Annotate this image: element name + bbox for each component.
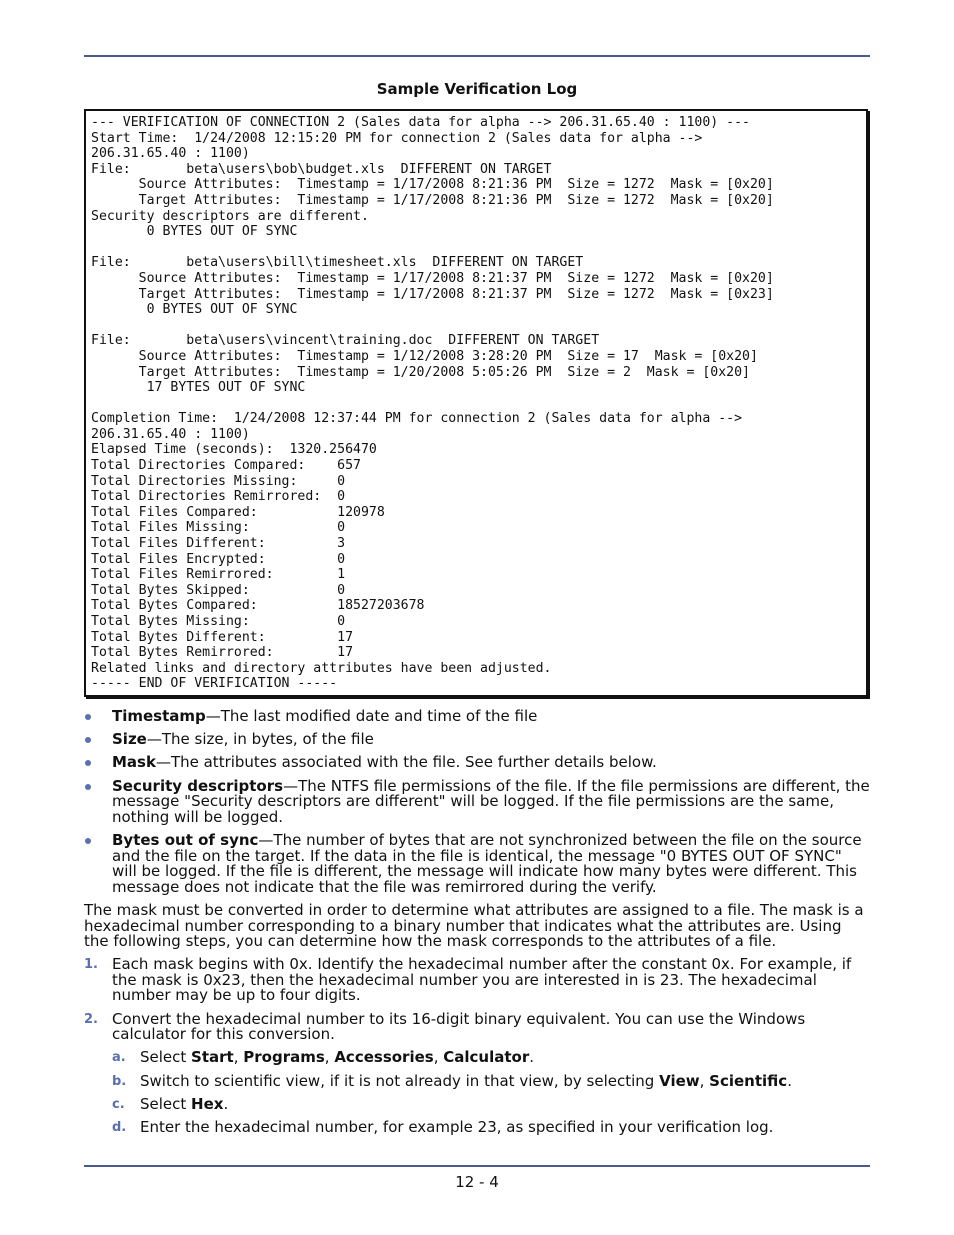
header-rule — [84, 55, 870, 57]
substep-letter: c. — [112, 1096, 125, 1112]
page-number: 12 - 4 — [455, 1173, 499, 1191]
list-item: Mask—The attributes associated with the file. See further details below. — [84, 755, 870, 771]
bullet-icon — [85, 737, 91, 743]
substep-letter: b. — [112, 1073, 127, 1089]
list-item: a. Select Start, Programs, Accessories, Calculator. — [112, 1048, 535, 1067]
verification-log-text: --- VERIFICATION OF CONNECTION 2 (Sales data for alpha --> 206.31.65.40 : 1100) --- Start Time: 1/24/2008 12:15:20 PM for connection 2 (Sales data for alpha --> 206.31.65.40 : 1100) File: beta\users\bob\budget.xls DIFFERENT ON TARGET Source Attributes: Timestamp = 1/17/2008 8:21:36 PM Size = 1272 Mask = [0x20] Target Attributes: Timestamp = 1/17/2008 8:21:36 PM Size = 1272 Mask = [0x20] Security descriptors are different. 0 BYTES OUT OF SYNC File: beta\users\bill\timesheet.xls DIFFERENT ON TARGET Source Attributes: Timestamp = 1/17/2008 8:21:37 PM Size = 1272 Mask = [0x20] Target Attributes: Timestamp = 1/17/2008 8:21:37 PM Size = 1272 Mask = [0x23] 0 BYTES OUT OF SYNC File: beta\users\vincent\training.doc DIFFERENT ON TARGET Source Attributes: Timestamp = 1/12/2008 3:28:20 PM Size = 17 Mask = [0x20] Target Attributes: Timestamp = 1/20/2008 5:05:26 PM Size = 2 Mask = [0x20] 17 BYTES OUT OF SYNC Completion Time: 1/24/2008 12:37:44 PM for connection 2 (Sales data for alpha --> 206.31.65.40 : 1100) Elapsed Time (seconds): 1320.256470 Total Directories Compared: 657 Total Directories Missing: 0 Total Directories Remirrored: 0 Total Files Compared: 120978 Total Files Missing: 0 Total Files Different: 3 Total Files Encrypted: 0 Total Files Remirrored: 1 Total Bytes Skipped: 0 Total Bytes Compared: 18527203678 Total Bytes Missing: 0 Total Bytes Different: 17 Total Bytes Remirrored: 17 Related links and directory attributes have been adjusted. ----- END OF VERIFICATION ----- — [91, 115, 774, 692]
bullet-icon — [85, 838, 91, 844]
substep-letter: a. — [112, 1050, 126, 1066]
bullet-icon — [85, 784, 91, 790]
list-item: 2. Convert the hexadecimal number to its 16-digit binary equivalent. You can use the Windows calculator for this conversion. — [84, 1009, 806, 1044]
list-item: 1. Each mask begins with 0x. Identify the hexadecimal number after the constant 0x. For example, if the mask is 0x23, then the hexadecimal number you are interested in is 23. The hexadecimal number may be up to four digits. — [84, 955, 852, 1005]
step-list — [84, 957, 870, 1043]
step-number: 2. — [84, 1011, 98, 1027]
bullet-icon — [85, 714, 91, 720]
list-item: b. Switch to scientific view, if it is not already in that view, by selecting View, Scientific. — [112, 1071, 792, 1090]
list-item: Size—The size, in bytes, of the file — [84, 732, 870, 748]
list-item: Bytes out of sync—The number of bytes that are not synchronized between the file on the source and the file on the target. If the data in the file is identical, the message "0 BYTES OUT OF SYNC" will be logged. If the file is different, the message will indicate how many bytes were different. This message does not indicate that the file was remirrored during the verify. — [84, 833, 870, 895]
list-item: Security descriptors—The NTFS file permissions of the file. If the file permissions are different, the message "Security descriptors are different" will be logged. If the file permissions are the same, nothing will be logged. — [84, 779, 870, 826]
list-item: Timestamp—The last modified date and time of the file — [84, 709, 870, 725]
list-item: d. Enter the hexadecimal number, for example 23, as specified in your verification log. — [112, 1118, 774, 1136]
footer-rule — [84, 1165, 870, 1167]
list-item: c. Select Hex. — [112, 1094, 229, 1113]
verification-log-box — [84, 109, 868, 697]
log-caption: Sample Verification Log — [376, 80, 578, 98]
body-content — [84, 709, 870, 1143]
bullet-icon — [85, 760, 91, 766]
substep-list — [84, 1050, 870, 1135]
mask-paragraph: The mask must be converted in order to determine what attributes are assigned to a file. The mask is a hexadecimal number corresponding to a binary number that indicates what the attributes are. Using the following steps, you can determine how the mask corresponds to the attributes of a file. — [84, 900, 864, 951]
step-number: 1. — [84, 957, 98, 973]
substep-letter: d. — [112, 1120, 127, 1135]
attribute-bullet-list — [84, 709, 870, 895]
